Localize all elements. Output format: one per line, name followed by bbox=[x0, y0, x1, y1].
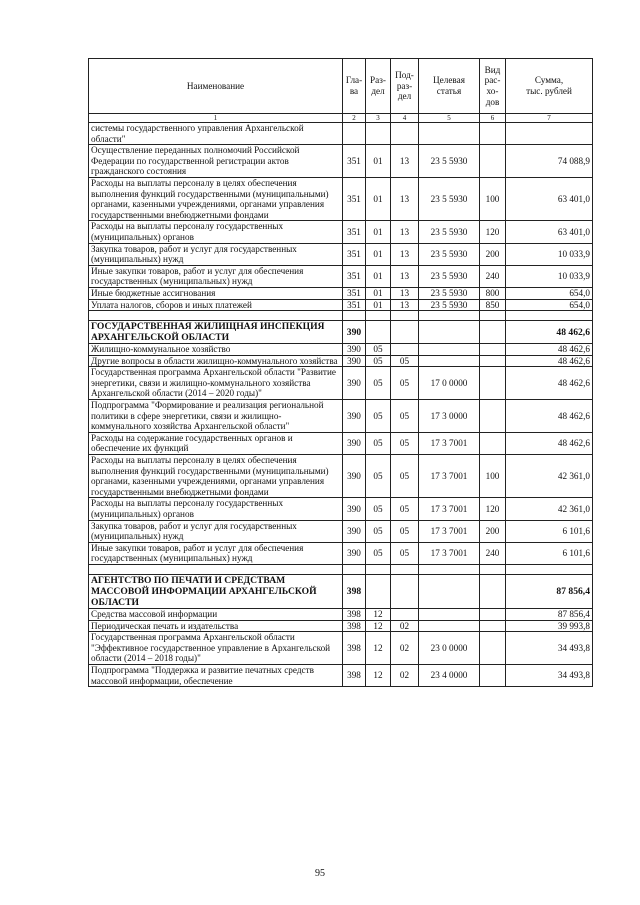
row-razdel-cell: 05 bbox=[366, 432, 391, 454]
row-podrazdel-cell: 13 bbox=[391, 221, 419, 243]
row-statya-cell: 23 5 5930 bbox=[419, 265, 480, 287]
row-sum-cell bbox=[506, 311, 593, 321]
row-podrazdel-cell bbox=[391, 574, 419, 608]
row-statya-cell: 23 4 0000 bbox=[419, 664, 480, 686]
row-name-cell: Периодическая печать и издательства bbox=[89, 620, 343, 632]
row-sum-cell: 48 462,6 bbox=[506, 321, 593, 344]
row-vid-cell bbox=[480, 123, 506, 145]
table-row bbox=[89, 620, 593, 632]
row-glava-cell: 390 bbox=[343, 498, 366, 520]
row-sum-cell: 63 401,0 bbox=[506, 221, 593, 243]
row-sum-cell: 42 361,0 bbox=[506, 455, 593, 498]
row-sum-cell: 10 033,9 bbox=[506, 265, 593, 287]
row-glava-cell: 390 bbox=[343, 455, 366, 498]
row-name-cell: Закупка товаров, работ и услуг для государственных (муниципальных) нужд bbox=[89, 243, 343, 265]
row-podrazdel-cell: 05 bbox=[391, 432, 419, 454]
row-vid-cell bbox=[480, 355, 506, 367]
section-header-row bbox=[89, 574, 593, 608]
row-statya-cell: 23 5 5930 bbox=[419, 243, 480, 265]
table-row bbox=[89, 123, 593, 145]
row-razdel-cell: 05 bbox=[366, 455, 391, 498]
row-statya-cell: 23 5 5930 bbox=[419, 221, 480, 243]
table-row bbox=[89, 299, 593, 311]
row-statya-cell bbox=[419, 564, 480, 574]
row-statya-cell bbox=[419, 123, 480, 145]
row-podrazdel-cell bbox=[391, 321, 419, 344]
row-statya-cell bbox=[419, 344, 480, 356]
row-podrazdel-cell: 05 bbox=[391, 520, 419, 542]
row-podrazdel-cell: 02 bbox=[391, 664, 419, 686]
row-glava-cell: 390 bbox=[343, 400, 366, 433]
row-name-cell bbox=[89, 311, 343, 321]
row-name-cell: Закупка товаров, работ и услуг для государственных (муниципальных) нужд bbox=[89, 520, 343, 542]
row-vid-cell: 200 bbox=[480, 520, 506, 542]
table-row bbox=[89, 145, 593, 178]
row-razdel-cell: 12 bbox=[366, 632, 391, 665]
row-razdel-cell: 05 bbox=[366, 367, 391, 400]
row-vid-cell bbox=[480, 664, 506, 686]
row-sum-cell bbox=[506, 123, 593, 145]
row-name-cell: Расходы на выплаты персоналу государственных (муниципальных) органов bbox=[89, 221, 343, 243]
header-podrazdel: Под- раз- дел bbox=[391, 59, 419, 114]
table-row bbox=[89, 355, 593, 367]
row-sum-cell bbox=[506, 564, 593, 574]
table-body bbox=[89, 123, 593, 687]
row-vid-cell bbox=[480, 574, 506, 608]
header-glava: Гла- ва bbox=[343, 59, 366, 114]
row-vid-cell: 120 bbox=[480, 498, 506, 520]
table-row bbox=[89, 265, 593, 287]
row-razdel-cell bbox=[366, 574, 391, 608]
row-podrazdel-cell: 05 bbox=[391, 400, 419, 433]
row-podrazdel-cell bbox=[391, 564, 419, 574]
row-razdel-cell: 05 bbox=[366, 498, 391, 520]
row-sum-cell: 48 462,6 bbox=[506, 344, 593, 356]
row-razdel-cell bbox=[366, 321, 391, 344]
row-statya-cell: 23 5 5930 bbox=[419, 177, 480, 220]
column-number: 4 bbox=[391, 114, 419, 123]
row-razdel-cell: 01 bbox=[366, 243, 391, 265]
row-podrazdel-cell: 05 bbox=[391, 355, 419, 367]
row-glava-cell: 351 bbox=[343, 299, 366, 311]
row-vid-cell bbox=[480, 564, 506, 574]
row-vid-cell bbox=[480, 432, 506, 454]
row-razdel-cell: 01 bbox=[366, 145, 391, 178]
row-glava-cell: 398 bbox=[343, 664, 366, 686]
row-statya-cell: 23 5 5930 bbox=[419, 145, 480, 178]
row-glava-cell: 390 bbox=[343, 520, 366, 542]
row-glava-cell: 351 bbox=[343, 265, 366, 287]
table-row bbox=[89, 520, 593, 542]
row-name-cell: Государственная программа Архангельской области "Эффективное государственное управление в Архангельской области (2014 – 2018 годы)" bbox=[89, 632, 343, 665]
row-statya-cell bbox=[419, 608, 480, 620]
column-number: 1 bbox=[89, 114, 343, 123]
table-row bbox=[89, 177, 593, 220]
row-sum-cell: 654,0 bbox=[506, 287, 593, 299]
row-razdel-cell: 01 bbox=[366, 299, 391, 311]
row-vid-cell bbox=[480, 145, 506, 178]
table-row bbox=[89, 367, 593, 400]
row-statya-cell: 17 3 7001 bbox=[419, 520, 480, 542]
table-row bbox=[89, 632, 593, 665]
row-vid-cell: 100 bbox=[480, 455, 506, 498]
section-header-row bbox=[89, 321, 593, 344]
row-statya-cell: 23 5 5930 bbox=[419, 287, 480, 299]
table-row bbox=[89, 432, 593, 454]
row-vid-cell bbox=[480, 311, 506, 321]
table-row bbox=[89, 344, 593, 356]
row-glava-cell: 390 bbox=[343, 344, 366, 356]
row-sum-cell: 63 401,0 bbox=[506, 177, 593, 220]
row-podrazdel-cell: 13 bbox=[391, 287, 419, 299]
row-vid-cell bbox=[480, 400, 506, 433]
row-razdel-cell: 01 bbox=[366, 265, 391, 287]
row-razdel-cell bbox=[366, 311, 391, 321]
column-number: 3 bbox=[366, 114, 391, 123]
row-sum-cell: 34 493,8 bbox=[506, 632, 593, 665]
row-glava-cell: 390 bbox=[343, 367, 366, 400]
row-glava-cell: 351 bbox=[343, 221, 366, 243]
row-name-cell: Государственная программа Архангельской области "Развитие энергетики, связи и жилищно-коммунального хозяйства Архангельской области (2014 – 2020 годы)" bbox=[89, 367, 343, 400]
spacer-row bbox=[89, 311, 593, 321]
table-row bbox=[89, 287, 593, 299]
row-name-cell: Осуществление переданных полномочий Российской Федерации по государственной регистрации актов гражданского состояния bbox=[89, 145, 343, 178]
row-podrazdel-cell: 05 bbox=[391, 498, 419, 520]
table-row bbox=[89, 400, 593, 433]
row-podrazdel-cell: 02 bbox=[391, 632, 419, 665]
row-name-cell: Расходы на выплаты персоналу в целях обеспечения выполнения функций государственными (муниципальными) органами, казенными учреждениями, органами управления государственными внебюджетными фондами bbox=[89, 177, 343, 220]
row-sum-cell: 74 088,9 bbox=[506, 145, 593, 178]
row-podrazdel-cell: 13 bbox=[391, 299, 419, 311]
table-row bbox=[89, 455, 593, 498]
row-podrazdel-cell: 05 bbox=[391, 542, 419, 564]
row-name-cell: Расходы на выплаты персоналу государственных (муниципальных) органов bbox=[89, 498, 343, 520]
row-statya-cell: 17 3 0000 bbox=[419, 400, 480, 433]
row-sum-cell: 34 493,8 bbox=[506, 664, 593, 686]
row-glava-cell: 351 bbox=[343, 145, 366, 178]
table-row bbox=[89, 608, 593, 620]
row-podrazdel-cell: 13 bbox=[391, 265, 419, 287]
row-sum-cell: 39 993,8 bbox=[506, 620, 593, 632]
row-razdel-cell bbox=[366, 564, 391, 574]
row-statya-cell: 17 3 7001 bbox=[419, 498, 480, 520]
header-summa: Сумма, тыс. рублей bbox=[506, 59, 593, 114]
row-sum-cell: 42 361,0 bbox=[506, 498, 593, 520]
row-glava-cell: 398 bbox=[343, 608, 366, 620]
row-statya-cell: 17 3 7001 bbox=[419, 432, 480, 454]
row-glava-cell: 398 bbox=[343, 632, 366, 665]
row-statya-cell: 17 3 7001 bbox=[419, 542, 480, 564]
row-statya-cell bbox=[419, 355, 480, 367]
row-razdel-cell: 05 bbox=[366, 400, 391, 433]
row-statya-cell bbox=[419, 574, 480, 608]
row-name-cell: Другие вопросы в области жилищно-коммунального хозяйства bbox=[89, 355, 343, 367]
header-name: Наименование bbox=[89, 59, 343, 114]
row-statya-cell bbox=[419, 620, 480, 632]
table-row bbox=[89, 243, 593, 265]
header-razdel: Раз- дел bbox=[366, 59, 391, 114]
header-vid: Вид рас- хо- дов bbox=[480, 59, 506, 114]
row-sum-cell: 48 462,6 bbox=[506, 367, 593, 400]
row-razdel-cell: 12 bbox=[366, 620, 391, 632]
row-name-cell: ГОСУДАРСТВЕННАЯ ЖИЛИЩНАЯ ИНСПЕКЦИЯ АРХАНГЕЛЬСКОЙ ОБЛАСТИ bbox=[89, 321, 343, 344]
row-name-cell bbox=[89, 564, 343, 574]
row-name-cell: Жилищно-коммунальное хозяйство bbox=[89, 344, 343, 356]
row-glava-cell bbox=[343, 311, 366, 321]
row-name-cell: Подпрограмма "Поддержка и развитие печатных средств массовой информации, обеспечение bbox=[89, 664, 343, 686]
column-number: 7 bbox=[506, 114, 593, 123]
row-glava-cell bbox=[343, 564, 366, 574]
row-statya-cell: 17 3 7001 bbox=[419, 455, 480, 498]
row-sum-cell: 654,0 bbox=[506, 299, 593, 311]
row-podrazdel-cell bbox=[391, 608, 419, 620]
row-razdel-cell bbox=[366, 123, 391, 145]
table-header-row bbox=[89, 59, 593, 114]
row-glava-cell: 351 bbox=[343, 243, 366, 265]
row-name-cell: Средства массовой информации bbox=[89, 608, 343, 620]
row-glava-cell: 398 bbox=[343, 620, 366, 632]
row-podrazdel-cell: 05 bbox=[391, 367, 419, 400]
row-glava-cell: 398 bbox=[343, 574, 366, 608]
row-glava-cell: 390 bbox=[343, 432, 366, 454]
row-razdel-cell: 01 bbox=[366, 221, 391, 243]
row-vid-cell: 120 bbox=[480, 221, 506, 243]
row-vid-cell bbox=[480, 367, 506, 400]
row-sum-cell: 48 462,6 bbox=[506, 355, 593, 367]
row-vid-cell bbox=[480, 620, 506, 632]
row-vid-cell: 800 bbox=[480, 287, 506, 299]
row-vid-cell: 100 bbox=[480, 177, 506, 220]
row-podrazdel-cell: 02 bbox=[391, 620, 419, 632]
column-number: 6 bbox=[480, 114, 506, 123]
row-sum-cell: 48 462,6 bbox=[506, 432, 593, 454]
row-sum-cell: 48 462,6 bbox=[506, 400, 593, 433]
row-glava-cell: 351 bbox=[343, 287, 366, 299]
row-glava-cell bbox=[343, 123, 366, 145]
row-glava-cell: 390 bbox=[343, 542, 366, 564]
row-podrazdel-cell: 13 bbox=[391, 177, 419, 220]
table-row bbox=[89, 664, 593, 686]
column-number: 5 bbox=[419, 114, 480, 123]
row-vid-cell bbox=[480, 608, 506, 620]
row-razdel-cell: 05 bbox=[366, 520, 391, 542]
page-number: 95 bbox=[315, 868, 325, 879]
row-razdel-cell: 05 bbox=[366, 344, 391, 356]
row-name-cell: Расходы на содержание государственных органов и обеспечение их функций bbox=[89, 432, 343, 454]
row-name-cell: Иные закупки товаров, работ и услуг для обеспечения государственных (муниципальных) нужд bbox=[89, 265, 343, 287]
row-podrazdel-cell: 13 bbox=[391, 145, 419, 178]
row-podrazdel-cell: 05 bbox=[391, 455, 419, 498]
column-number-row bbox=[89, 114, 593, 123]
row-razdel-cell: 01 bbox=[366, 287, 391, 299]
row-razdel-cell: 12 bbox=[366, 664, 391, 686]
row-podrazdel-cell bbox=[391, 123, 419, 145]
row-vid-cell: 240 bbox=[480, 265, 506, 287]
row-statya-cell: 23 5 5930 bbox=[419, 299, 480, 311]
budget-table bbox=[88, 58, 593, 687]
table-row bbox=[89, 221, 593, 243]
row-statya-cell: 17 0 0000 bbox=[419, 367, 480, 400]
row-name-cell: Уплата налогов, сборов и иных платежей bbox=[89, 299, 343, 311]
row-vid-cell: 850 bbox=[480, 299, 506, 311]
row-razdel-cell: 05 bbox=[366, 542, 391, 564]
row-name-cell: Иные закупки товаров, работ и услуг для обеспечения государственных (муниципальных) нужд bbox=[89, 542, 343, 564]
spacer-row bbox=[89, 564, 593, 574]
header-statya: Целевая статья bbox=[419, 59, 480, 114]
row-sum-cell: 87 856,4 bbox=[506, 574, 593, 608]
row-sum-cell: 6 101,6 bbox=[506, 520, 593, 542]
row-sum-cell: 10 033,9 bbox=[506, 243, 593, 265]
row-sum-cell: 87 856,4 bbox=[506, 608, 593, 620]
row-name-cell: системы государственного управления Архангельской области" bbox=[89, 123, 343, 145]
table-row bbox=[89, 542, 593, 564]
row-glava-cell: 351 bbox=[343, 177, 366, 220]
row-podrazdel-cell bbox=[391, 311, 419, 321]
row-name-cell: Подпрограмма "Формирование и реализация региональной политики в сфере энергетики, связи и жилищно-коммунального хозяйства Архангельской области" bbox=[89, 400, 343, 433]
row-razdel-cell: 05 bbox=[366, 355, 391, 367]
row-statya-cell: 23 0 0000 bbox=[419, 632, 480, 665]
row-name-cell: АГЕНТСТВО ПО ПЕЧАТИ И СРЕДСТВАМ МАССОВОЙ ИНФОРМАЦИИ АРХАНГЕЛЬСКОЙ ОБЛАСТИ bbox=[89, 574, 343, 608]
row-vid-cell bbox=[480, 321, 506, 344]
row-name-cell: Иные бюджетные ассигнования bbox=[89, 287, 343, 299]
row-vid-cell bbox=[480, 632, 506, 665]
row-statya-cell bbox=[419, 321, 480, 344]
row-statya-cell bbox=[419, 311, 480, 321]
row-vid-cell bbox=[480, 344, 506, 356]
row-podrazdel-cell: 13 bbox=[391, 243, 419, 265]
row-razdel-cell: 12 bbox=[366, 608, 391, 620]
column-number: 2 bbox=[343, 114, 366, 123]
row-sum-cell: 6 101,6 bbox=[506, 542, 593, 564]
row-vid-cell: 200 bbox=[480, 243, 506, 265]
row-glava-cell: 390 bbox=[343, 321, 366, 344]
row-name-cell: Расходы на выплаты персоналу в целях обеспечения выполнения функций государственными (муниципальными) органами, казенными учреждениями, органами управления государственными внебюджетными фондами bbox=[89, 455, 343, 498]
table-row bbox=[89, 498, 593, 520]
row-podrazdel-cell bbox=[391, 344, 419, 356]
row-vid-cell: 240 bbox=[480, 542, 506, 564]
row-glava-cell: 390 bbox=[343, 355, 366, 367]
row-razdel-cell: 01 bbox=[366, 177, 391, 220]
